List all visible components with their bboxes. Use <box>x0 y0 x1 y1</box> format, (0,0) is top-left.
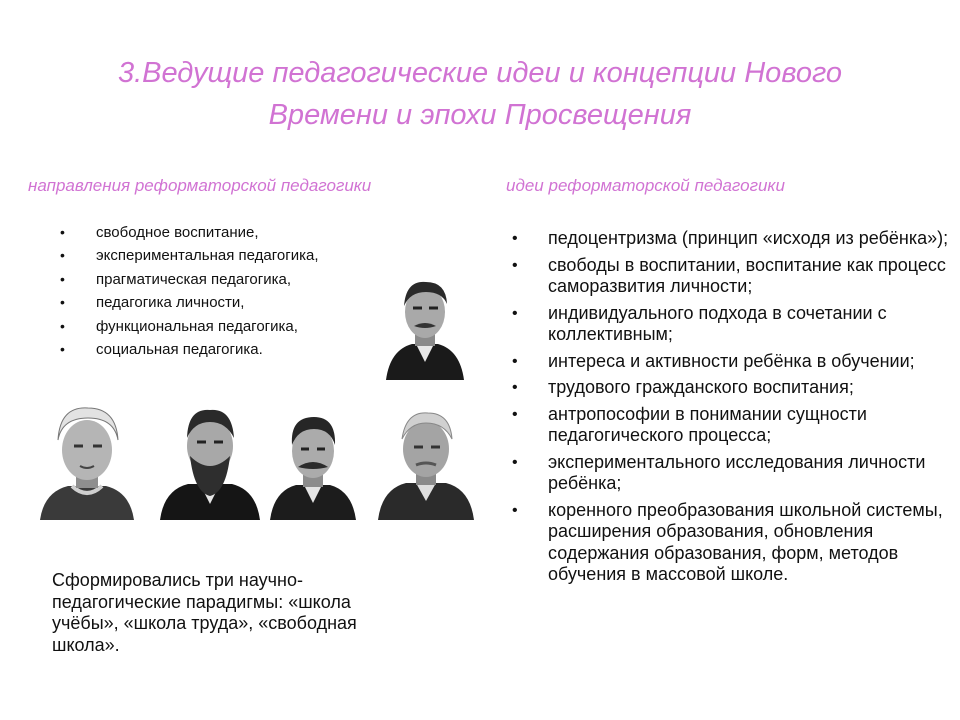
directions-list <box>60 221 390 361</box>
portrait-photo-4 <box>270 405 356 520</box>
direction-item: • социальная педагогика. <box>60 338 390 361</box>
idea-item: • свободы в воспитании, воспитание как процесс саморазвития личности; <box>512 255 952 298</box>
direction-item: • прагматическая педагогика, <box>60 268 390 291</box>
idea-item: • антропософии в понимании сущности педагогического процесса; <box>512 404 952 447</box>
slide-title <box>40 52 920 136</box>
summary-text: Сформировались три научно-педагогические парадигмы: «школа учёбы», «школа труда», «свободная школа». <box>52 570 357 655</box>
portrait-photo-1 <box>384 270 466 380</box>
portrait-photo-5 <box>378 405 474 520</box>
portrait-photo-2 <box>38 400 136 520</box>
ideas-list <box>512 228 952 591</box>
direction-item: • свободное воспитание, <box>60 221 390 244</box>
idea-item: • коренного преобразования школьной системы, расширения образования, обновления содержания образования, форм, методов обучения в массовой школе. <box>512 500 952 586</box>
direction-item: • педагогика личности, <box>60 291 390 314</box>
portrait-photo-3 <box>160 400 260 520</box>
directions-heading: направления реформаторской педагогики <box>28 176 372 195</box>
direction-item: • функциональная педагогика, <box>60 315 390 338</box>
idea-item: • индивидуального подхода в сочетании с коллективным; <box>512 303 952 346</box>
idea-item: • трудового гражданского воспитания; <box>512 377 952 399</box>
title-line-2: Времени и эпохи Просвещения <box>268 99 692 131</box>
direction-item: • экспериментальная педагогика, <box>60 244 390 267</box>
idea-item: • интереса и активности ребёнка в обучении; <box>512 351 952 373</box>
ideas-heading: идеи реформаторской педагогики <box>506 176 785 195</box>
idea-item: • экспериментального исследования личности ребёнка; <box>512 452 952 495</box>
idea-item: • педоцентризма (принцип «исходя из ребёнка»); <box>512 228 952 250</box>
title-line-1: 3.Ведущие педагогические идеи и концепции Нового <box>117 57 843 89</box>
